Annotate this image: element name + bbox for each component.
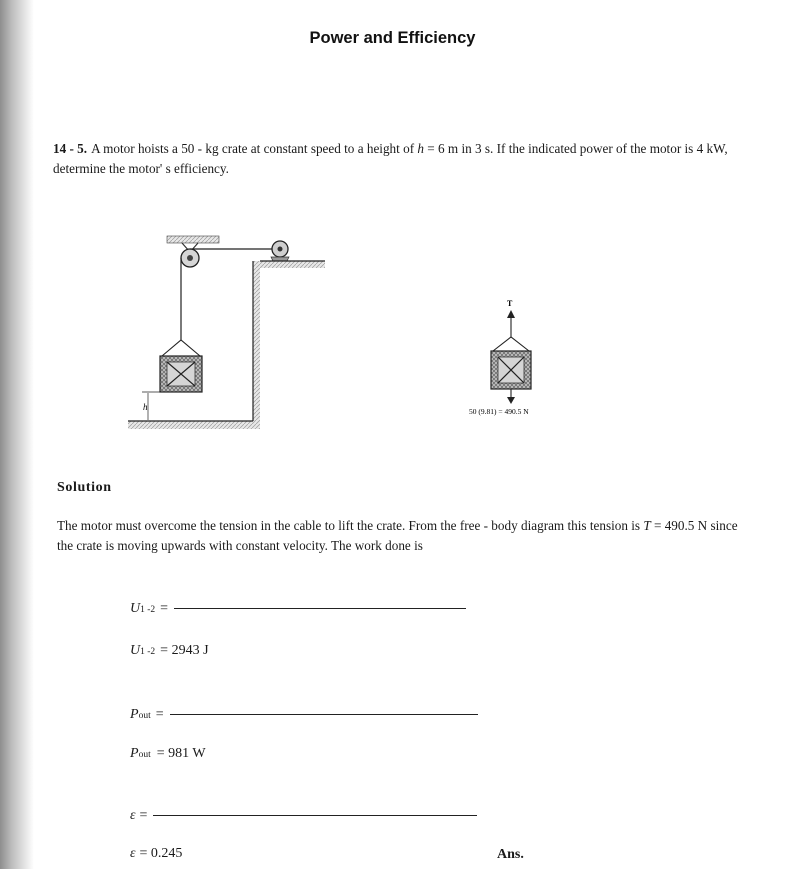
h-label: h <box>143 402 148 412</box>
solution-text-part1: The motor must overcome the tension in the cable to lift the crate. From the free - body diagram this tension is <box>57 518 644 533</box>
page-title: Power and Efficiency <box>309 29 476 47</box>
u-symbol-2: U <box>130 643 141 658</box>
tension-label: T <box>507 299 513 308</box>
hoist-drawing <box>120 228 330 443</box>
u-symbol: U <box>130 601 141 616</box>
weight-arrowhead <box>507 397 515 404</box>
efficiency-equation-result <box>130 846 182 862</box>
work-answer-line[interactable] <box>174 607 466 609</box>
p-subscript-2: out <box>138 750 151 760</box>
p-symbol: P <box>130 707 139 722</box>
p-symbol-2: P <box>130 746 139 761</box>
free-body-diagram <box>460 293 570 423</box>
u-subscript-2: 1 -2 <box>140 647 156 657</box>
eps-symbol: ε <box>130 808 136 823</box>
problem-number: 14 - 5. <box>53 141 88 156</box>
work-equation-blank <box>130 601 466 617</box>
work-result-value: = 2943 J <box>160 643 209 658</box>
pulley-hub <box>187 255 193 261</box>
power-equation-blank <box>130 707 478 723</box>
efficiency-equation-blank <box>130 808 477 824</box>
fbd-drawing <box>460 293 570 423</box>
hoist-figure <box>120 228 330 443</box>
floor-hatch <box>128 421 260 429</box>
motor-hub <box>278 247 283 252</box>
u-equals: = <box>160 601 169 616</box>
problem-h-symbol: h <box>417 141 424 156</box>
p-subscript: out <box>138 711 151 721</box>
efficiency-result-value: = 0.245 <box>139 846 183 861</box>
problem-text-part2: = 6 m in 3 s. If the indicated power of the motor is 4 kW, determine the motor' s efficiency. <box>53 141 728 176</box>
efficiency-answer-line[interactable] <box>153 814 477 816</box>
motor-base <box>271 257 289 261</box>
tension-arrowhead <box>507 310 515 318</box>
work-equation-result <box>130 643 209 659</box>
wall-hatch <box>253 261 260 421</box>
solution-text <box>57 516 747 556</box>
solution-heading: Solution <box>57 480 112 495</box>
page-binding-shadow <box>0 0 34 869</box>
crate-sling <box>162 340 200 356</box>
p-equals: = <box>155 707 164 722</box>
power-result-value: = 981 W <box>156 746 206 761</box>
power-answer-line[interactable] <box>170 713 478 715</box>
problem-statement <box>53 139 753 179</box>
power-equation-result <box>130 746 206 762</box>
upper-ledge-hatch <box>260 261 325 268</box>
solution-t-symbol: T <box>643 518 651 533</box>
eps-symbol-2: ε <box>130 846 136 861</box>
eps-equals: = <box>139 808 148 823</box>
solution-text-part2: = 490.5 N since the crate is moving upwards with constant velocity. The work done is <box>57 518 738 553</box>
u-subscript: 1 -2 <box>140 605 156 615</box>
weight-label: 50 (9.81) = 490.5 N <box>469 407 529 416</box>
answer-label: Ans. <box>497 847 524 862</box>
problem-text-part1: A motor hoists a 50 - kg crate at constant speed to a height of <box>91 141 418 156</box>
ceiling-support <box>167 236 219 243</box>
fbd-sling <box>493 337 529 351</box>
